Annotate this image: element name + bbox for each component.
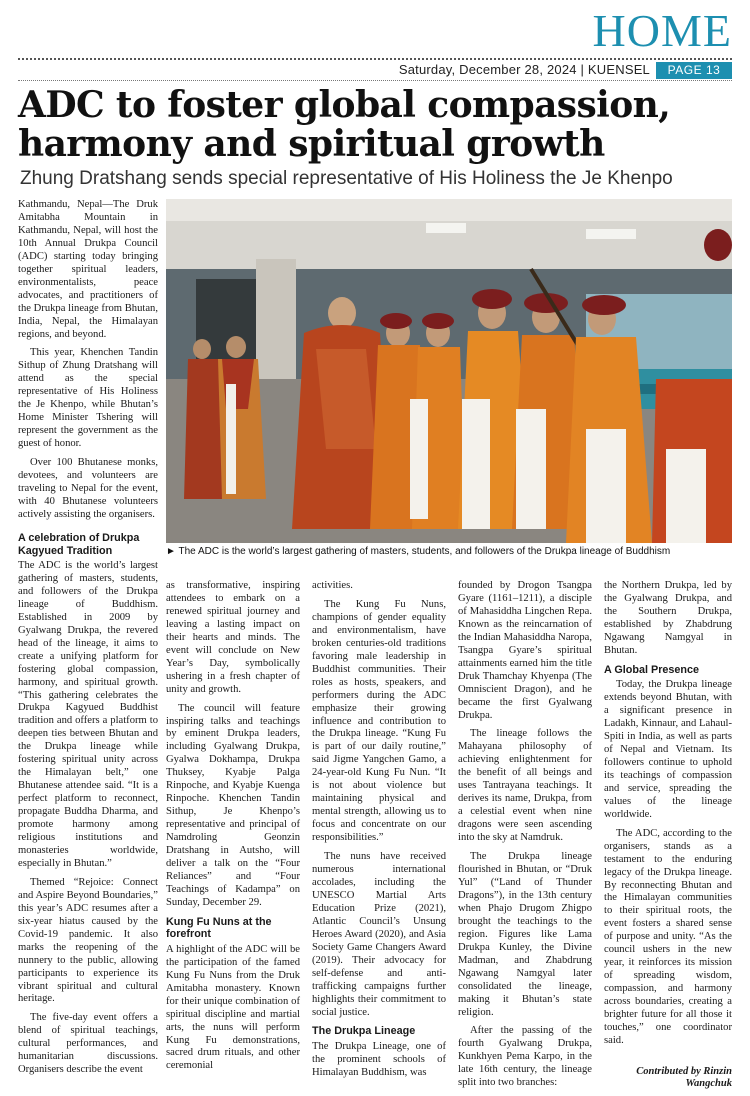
section-heading: A Global Presence <box>604 663 700 676</box>
paragraph: The council will feature inspiring talks and teachings by eminent Drukpa leaders, including Gyalwang Drukpa, Gyalwa Dokhampa, Drukpa Thuksey, Kyabje Palga Rinpoche, and Kyabje Kuenga Rinpoche. Khenchen Tandin Sithup, Je Khenpo’s representative and principal of Namdroling Geonzin Dratshang in Autsho, will deliver a talk on the “Four Reliances” and “Four Teachings of Kadampa” on Sunday, December 29. <box>166 702 300 908</box>
section-heading: The Drukpa Lineage <box>312 1025 416 1038</box>
paragraph: After the passing of the fourth Gyalwang Drukpa, Kunkhyen Pema Karpo, in the late 16th century, the lineage split into two branches: <box>458 1025 592 1089</box>
paragraph: The ADC is the world’s largest gathering of masters, students, and followers of the Drukpa lineage of Buddhism. Established in 2009 by Gyalwang Drukpa, the revered head of the lineage, it aims to create a unifying platform for fostering global compassion, harmony, and spiritual growth. “This gathering celebrates the Drukpa Kagyued Buddhist tradition and offers a platform to deepen ties between Bhutan and the Drukpa lineage while fostering spiritual unity across the Himalayan belt,” one Bhutanese attendee said. “It is a perfect platform to reconnect, propagate Buddha Dharma, and promote harmony among religious institutions and monasteries worldwide, especially in Bhutan.” <box>18 560 158 869</box>
paragraph: Kathmandu, Nepal—The Druk Amitabha Mountain in Kathmandu, Nepal, will host the 10th Annual Drukpa Council (ADC) starting today bringing together spiritual leaders, environmentalists, peace advocates, and practitioners of the Drukpa lineage from Bhutan, India, Nepal, the Himalayan regions, and beyond. <box>18 199 158 340</box>
section-heading: A celebration of Drukpa Kagyued Tradition <box>18 532 140 557</box>
article-column-3 <box>312 580 446 1086</box>
dateline: Saturday, December 28, 2024 | KUENSEL <box>398 62 650 77</box>
paragraph: activities. <box>312 580 353 591</box>
paragraph: A highlight of the ADC will be the participation of the famed Kung Fu Nuns from the Druk Amitabha monastery. Known for their unique combination of spiritual discipline and martial arts, the nuns will perform Kung Fu demonstrations, sacred drum rituals, and other ceremonial <box>166 943 300 1072</box>
paragraph: This year, Khenchen Tandin Sithup of Zhung Dratshang will attend as the special representative of His Holiness the Je Khenpo, while Bhutan’s Home Minister Tshering will represent the government as the guest of honor. <box>18 347 158 450</box>
paragraph: The five-day event offers a blend of spiritual teachings, cultural performances, and humanitarian discussions. Organisers describe the event <box>18 1012 158 1076</box>
article-photo <box>166 199 732 543</box>
paragraph: The Drukpa Lineage, one of the prominent schools of Himalayan Buddhism, was <box>312 1040 446 1078</box>
paragraph: The Drukpa lineage flourished in Bhutan, or “Druk Yul” (“Land of Thunder Dragons”), in the 13th century when Phajo Drugom Zhigpo brought the teachings to the region. Figures like Lama Drukpa Kunley, the Divine Madman, and Zhabdrung Ngawang Namgyal later consolidated the lineage, making it Bhutan’s state religion. <box>458 851 592 1018</box>
article-column-2 <box>166 580 300 1079</box>
article-column-5 <box>604 580 732 1091</box>
headline: ADC to foster global compassion, harmony and spiritual growth <box>18 84 671 165</box>
article-column-1-lower <box>18 530 158 1083</box>
paragraph: The ADC, according to the organisers, stands as a testament to the enduring legacy of the Drukpa lineage. By reconnecting Bhutan and the Himalayan communities to their spiritual roots, the event fosters a shared sense of purpose and unity. “As the council ushers in the new year, it reinforces its mission of spreading wisdom, compassion, and harmony across boundaries, creating a brighter future for all those it touches,” one coordinator said. <box>604 827 732 1046</box>
section-heading: Kung Fu Nuns at the forefront <box>166 915 272 941</box>
paragraph: The lineage follows the Mahayana philosophy of achieving enlightenment for the benefit of all beings and uses Tantrayana teachings. It derives its name, Drukpa, from a celestial event when nine dragons were seen ascending into the sky at Namdruk. <box>458 728 592 844</box>
paragraph: the Northern Drukpa, led by the Gyalwang Drukpa, and the Southern Drukpa, established by Zhabdrung Ngawang Namgyal in Bhutan. <box>604 580 732 656</box>
header-divider <box>18 80 732 81</box>
article-column-1 <box>18 199 158 528</box>
section-title: HOME <box>592 5 732 56</box>
photo-caption: ► The ADC is the world’s largest gathering of masters, students, and followers of the Drukpa lineage of Buddhism <box>166 546 671 557</box>
article-column-4 <box>458 580 592 1096</box>
byline: Contributed by Rinzin Wangchuk <box>636 1065 732 1090</box>
paragraph: Today, the Drukpa lineage extends beyond Bhutan, with a significant presence in Ladakh, Kinnaur, and Lahaul-Spiti in India, as well as parts of Nepal and Vietnam. Its followers continue to uphold its teachings of compassion and service, spreading the values of the lineage worldwide. <box>604 679 732 820</box>
paragraph: The nuns have received numerous international accolades, including the UNESCO Martial Arts Education Prize (2021), Atlantic Council’s Unsung Heroes Award (2020), and Asia Society Game Changers Award (2019). Their advocacy for self-defense and anti-trafficking campaigns further highlights their commitment to social justice. <box>312 851 446 1018</box>
subheadline: Zhung Dratshang sends special representative of His Holiness the Je Khenpo <box>20 168 673 189</box>
paragraph: The Kung Fu Nuns, champions of gender equality and environmentalism, have broken centuries-old traditions favoring male leadership in Buddhist communities. Their roles as hosts, speakers, and performers during the ADC emphasize their growing influence and contribution to the Drukpa lineage. “Kung Fu is part of our daily routine,” said Jigme Yangchen Gamo, a 24-year-old Kung Fu Nun. “It is not about violence but maintaining physical and mental strength, allowing us to focus and concentrate on our responsibilities.” <box>312 598 446 844</box>
paragraph: founded by Drogon Tsangpa Gyare (1161–1211), a disciple of Mahasiddha Lingchen Repa. Known as the reincarnation of the Indian Mahasiddha Naropa, Tsangpa Gyare’s spiritual attainments earned him the title Druk Thamchay Khyenpa (The Omniscient Dragon), and he became the first Gyalwang Drukpa. <box>458 580 592 721</box>
paragraph: Over 100 Bhutanese monks, devotees, and volunteers are traveling to Nepal for the event, with 40 Bhutanese volunteers actively assisting the organisers. <box>18 457 158 520</box>
photo-monks-illustration <box>166 199 732 543</box>
paragraph: as transformative, inspiring attendees to embark on a renewed spiritual journey and leaving a lasting impact on their hearts and minds. The event will conclude on New Year’s Day, symbolically ushering in a fresh chapter of unity and growth. <box>166 580 300 695</box>
top-rule <box>18 58 732 60</box>
paragraph: Themed “Rejoice: Connect and Aspire Beyond Boundaries,” this year’s ADC resumes after a six-year hiatus caused by the Covid-19 pandemic. It also marks the reopening of the nunnery to the public, allowing participants to experience its vibrant spiritual and cultural heritage. <box>18 876 158 1005</box>
page-number-tag: PAGE 13 <box>656 62 732 79</box>
